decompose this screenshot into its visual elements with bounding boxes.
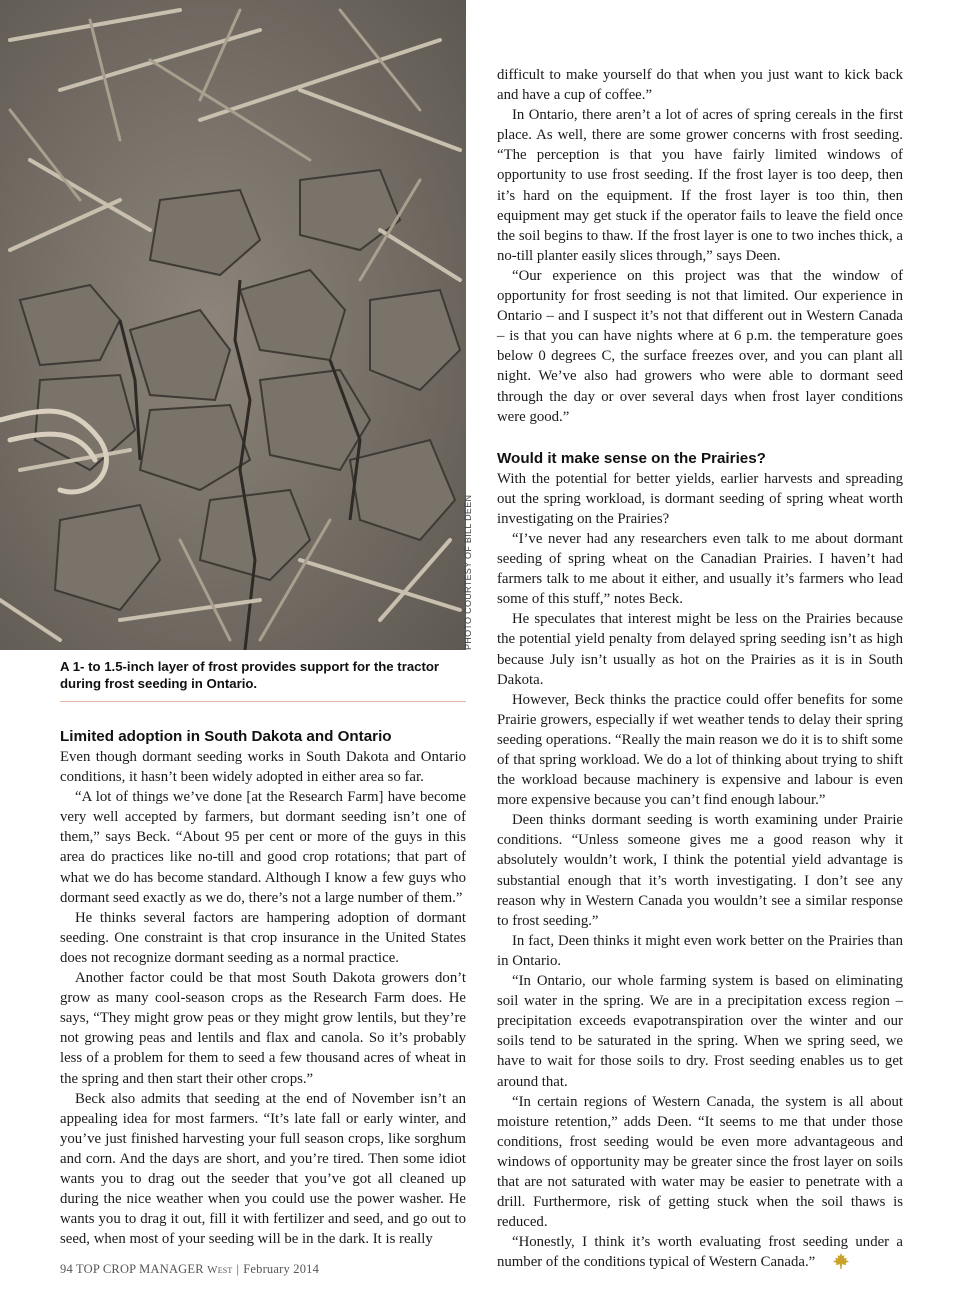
paragraph: Even though dormant seeding works in South Dakota and Ontario conditions, it hasn’t been widely adopted in either area so far. bbox=[60, 749, 466, 786]
section-heading: Would it make sense on the Prairies? bbox=[497, 449, 766, 467]
paragraph: In Ontario, there aren’t a lot of acres of spring cereals in the first place. As well, there are some grower concerns with frost seeding. “The perception is that you have fairly limited windows of opportunity to use frost seeding. If the frost layer is too deep, then it’s hard on the equipment. If the frost layer is too thin, then equipment may get stuck if the operator fails to leave the field once the soil begins to thaw. If the frost layer is one to two inches thick, a no-till planter easily slices through,” says Deen. bbox=[497, 107, 903, 264]
page-footer bbox=[60, 1262, 319, 1277]
paragraph-final bbox=[497, 1232, 903, 1275]
footer-divider: | bbox=[236, 1262, 240, 1276]
paragraph: “I’ve never had any researchers even talk to me about dormant seeding of spring wheat on the Canadian Prairies. I haven’t had farmers talk to me about it either, and usually it’s farmers who lead some of this stuff,” notes Beck. bbox=[497, 530, 903, 608]
paragraph: “In certain regions of Western Canada, the system is all about moisture retention,” adds Deen. “It seems to me that under those conditions, frost seeding would be even more advantageous and windows of opportunity may be greater since the frost layer on soils that are not saturated with water may be easier to penetrate with a drill. Furthermore, risk of getting stuck when the soil thaws is reduced. bbox=[497, 1093, 903, 1231]
paragraph: Deen thinks dormant seeding is worth examining under Prairie conditions. “Unless someone gives me a good reason why it absolutely wouldn’t work, I think the potential yield advantage is substantial enough that it’s worth investigating. I don’t see any reason why in Western Canada you wouldn’t see a similar response to frost seeding.” bbox=[497, 812, 903, 929]
photo-caption: A 1- to 1.5-inch layer of frost provides support for the tractor during frost seeding in Ontario. bbox=[60, 659, 440, 691]
paragraph: Another factor could be that most South Dakota growers don’t grow as many cool-season crops as the Research Farm does. He says, “They might grow peas or they might grow lentils, but they’re not growing peas and lentils and flax and canola. So it’s probably less of a problem for them to seed a few thousand acres of wheat in the spring and then start their other crops.” bbox=[60, 970, 466, 1087]
photo-credit: PHOTO COURTESY OF BILL DEEN bbox=[463, 494, 473, 650]
paragraph: “In Ontario, our whole farming system is based on eliminating soil water in the spring. We are in a precipitation excess region – precipitation exceeds evapotranspiration over the winter and our soils tend to be saturated in the spring. When we spring seed, we have to wait for those soils to dry. Frost seeding enables us to get around that. bbox=[497, 973, 903, 1090]
paragraph: He speculates that interest might be less on the Prairies because the potential yield penalty from delayed spring seeding isn’t as high because July isn’t usually as hot on the Prairies as it is in South Dakota. bbox=[497, 611, 903, 688]
magazine-edition: West bbox=[207, 1264, 233, 1276]
paragraph: “A lot of things we’ve done [at the Research Farm] have become very well accepted by farmers, but dormant seeding isn’t one of them,” says Beck. “About 95 per cent or more of the guys in this area do practices like no-till and good crop rotations; that part of what we do has become standard. Although I know a few guys who dormant seed exactly as we do, there’s not a large number of them.” bbox=[60, 789, 466, 906]
paragraph: Beck also admits that seeding at the end of November isn’t an appealing idea for most farmers. “It’s late fall or early winter, and you’ve just finished harvesting your full season crops, like sorghum and corn. And the days are short, and you’re tired. Then some idiot wants you to drag out the seeder that you’ve got all cleaned up during the nice weather when you could use the power washer. He wants you to drag it out, fill it with fertilizer and seed, and go out to seed, when most of your seeding will be in the dark. It is really bbox=[60, 1090, 466, 1248]
issue-date: February 2014 bbox=[243, 1262, 320, 1276]
caption-divider bbox=[60, 701, 466, 702]
paragraph: However, Beck thinks the practice could offer benefits for some Prairie growers, especially if wet weather tends to delay their spring seeding operations. “Really the main reason we do it is to shift some of that spring workload. We do a lot of thinking about trying to shift the workload because machinery is expensive and labour is even more expensive because you can’t find enough labour.” bbox=[497, 691, 903, 809]
page-number: 94 bbox=[60, 1262, 73, 1276]
maple-leaf-icon bbox=[818, 1253, 849, 1275]
paragraph: With the potential for better yields, earlier harvests and spreading out the spring workload, is dormant seeding of spring wheat worth investigating on the Prairies? bbox=[497, 470, 903, 527]
frost-soil-photo bbox=[0, 0, 466, 650]
section-heading: Limited adoption in South Dakota and Ontario bbox=[60, 728, 392, 745]
paragraph: In fact, Deen thinks it might even work better on the Prairies than in Ontario. bbox=[497, 932, 903, 969]
magazine-name: TOP CROP MANAGER bbox=[76, 1262, 204, 1276]
left-column bbox=[60, 727, 466, 1249]
paragraph: He thinks several factors are hampering adoption of dormant seeding. One constraint is that crop insurance in the United States does not recognize dormant seeding as a normal practice. bbox=[60, 909, 466, 966]
right-column bbox=[497, 65, 903, 1275]
paragraph-final-text: “Honestly, I think it’s worth evaluating frost seeding under a number of the conditions typical of Western Canada.” bbox=[497, 1234, 903, 1271]
paragraph: difficult to make yourself do that when you just want to kick back and have a cup of coffee.” bbox=[497, 67, 903, 104]
paragraph: “Our experience on this project was that the window of opportunity for frost seeding is not that limited. Our experience in Ontario – and I suspect it’s not that different out in Western Canada – is that you can have nights where at 6 p.m. the temperature goes below 0 degrees C, the surface freezes over, and you can plant all night. We’ve also had growers who were able to dormant seed through the day or over several days when frost layer conditions were good.” bbox=[497, 267, 903, 425]
